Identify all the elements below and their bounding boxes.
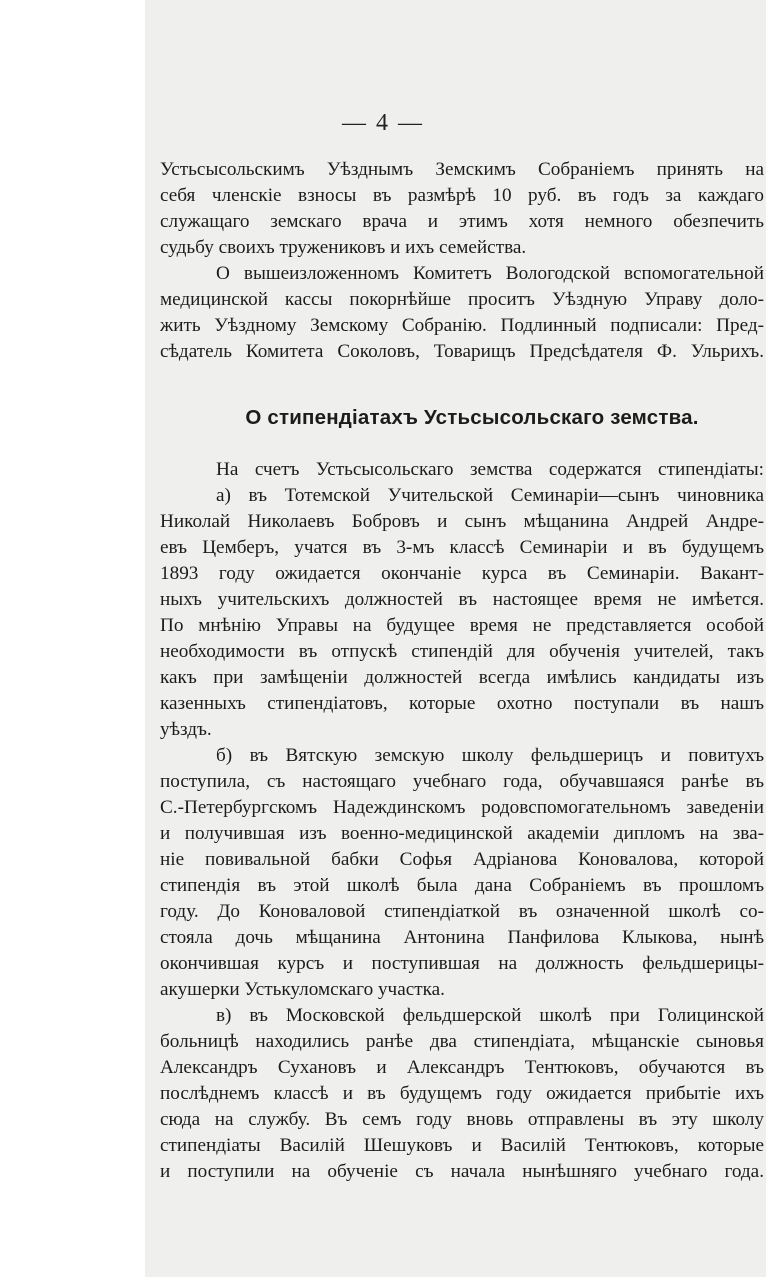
document-body — [160, 157, 764, 1185]
text-line: служащаго земскаго врача и этимъ хотя немного обезпечить — [160, 211, 764, 232]
text-line: окончившая курсъ и поступившая на должность фельдшерицы- — [160, 953, 764, 974]
text-line: и получившая изъ военно-медицинской академіи дипломъ на зва- — [160, 823, 764, 844]
text-line: стояла дочь мѣщанина Антонина Панфилова Клыкова, нынѣ — [160, 927, 764, 948]
text-line: С.-Петербургскомъ Надеждинскомъ родовспомогательномъ заведеніи — [160, 797, 764, 818]
text-line: судьбу своихъ тружениковъ и ихъ семейства. — [160, 237, 527, 258]
text-line: стипендіаты Василій Шешуковъ и Василій Тентюковъ, которые — [160, 1135, 764, 1156]
text-line: поступила, съ настоящаго учебнаго года, обучавшаяся ранѣе въ — [160, 771, 764, 792]
section-paragraph-0 — [160, 457, 764, 483]
section-paragraph-3 — [160, 1003, 764, 1185]
text-line: казенныхъ стипендіатовъ, которые охотно поступали въ нашъ — [160, 693, 764, 714]
text-line: Устьсысольскимъ Уѣзднымъ Земскимъ Собраніемъ принять на — [160, 159, 764, 180]
text-line: акушерки Устькуломскаго участка. — [160, 979, 445, 1000]
text-line: больницѣ находились ранѣе два стипендіата, мѣщанскіе сыновья — [160, 1031, 764, 1052]
text-line: медицинской кассы покорнѣйше проситъ Уѣздную Управу доло- — [160, 289, 764, 310]
text-line: б) въ Вятскую земскую школу фельдшерицъ и повитухъ — [216, 745, 764, 766]
text-line: жить Уѣздному Земскому Собранію. Подлинный подписали: Пред- — [160, 315, 764, 336]
section-paragraph-1 — [160, 483, 764, 743]
text-line: О вышеизложенномъ Комитетъ Вологодской вспомогательной — [216, 263, 764, 284]
paragraph-0 — [160, 157, 764, 261]
section-title: О стипендіатахъ Устьсысольскаго земства. — [245, 406, 699, 429]
text-line: сюда на службу. Въ семъ году вновь отправлены въ эту школу — [160, 1109, 764, 1130]
text-line: какъ при замѣщеніи должностей всегда имѣлись кандидаты изъ — [160, 667, 764, 688]
text-line: 1893 году ожидается окончаніе курса въ Семинаріи. Вакант- — [160, 563, 764, 584]
text-line: Александръ Сухановъ и Александръ Тентюковъ, обучаются въ — [160, 1057, 764, 1078]
text-line: На счетъ Устьсысольскаго земства содержатся стипендіаты: — [216, 459, 764, 480]
text-line: евъ Цемберъ, учатся въ 3-мъ классѣ Семинаріи и въ будущемъ — [160, 537, 764, 558]
text-line: сѣдатель Комитета Соколовъ, Товарищъ Предсѣдателя Ф. Ульрихъ. — [160, 341, 764, 362]
text-line: ніе повивальной бабки Софья Адріанова Коновалова, которой — [160, 849, 764, 870]
text-line: По мнѣнію Управы на будущее время не представляется особой — [160, 615, 764, 636]
section-paragraph-2 — [160, 743, 764, 1003]
text-line: а) въ Тотемской Учительской Семинаріи—сынъ чиновника — [216, 485, 764, 506]
text-line: году. До Коноваловой стипендіаткой въ означенной школѣ со- — [160, 901, 764, 922]
text-line: стипендія въ этой школѣ была дана Собраніемъ въ прошломъ — [160, 875, 764, 896]
text-line: уѣздъ. — [160, 719, 212, 740]
text-line: в) въ Московской фельдшерской школѣ при Голицинской — [216, 1005, 764, 1026]
text-line: послѣднемъ классѣ и въ будущемъ году ожидается прибытіе ихъ — [160, 1083, 764, 1104]
page-number: — 4 — — [342, 110, 424, 136]
text-line: необходимости въ отпускѣ стипендій для обученія учителей, такъ — [160, 641, 764, 662]
text-line: ныхъ учительскихъ должностей въ настоящее время не имѣется. — [160, 589, 764, 610]
text-line: себя членскіе взносы въ размѣрѣ 10 руб. въ годъ за каждаго — [160, 185, 764, 206]
paragraph-1 — [160, 261, 764, 365]
text-line: Николай Николаевъ Бобровъ и сынъ мѣщанина Андрей Андре- — [160, 511, 764, 532]
text-line: и поступили на обученіе съ начала нынѣшняго учебнаго года. — [160, 1161, 764, 1182]
